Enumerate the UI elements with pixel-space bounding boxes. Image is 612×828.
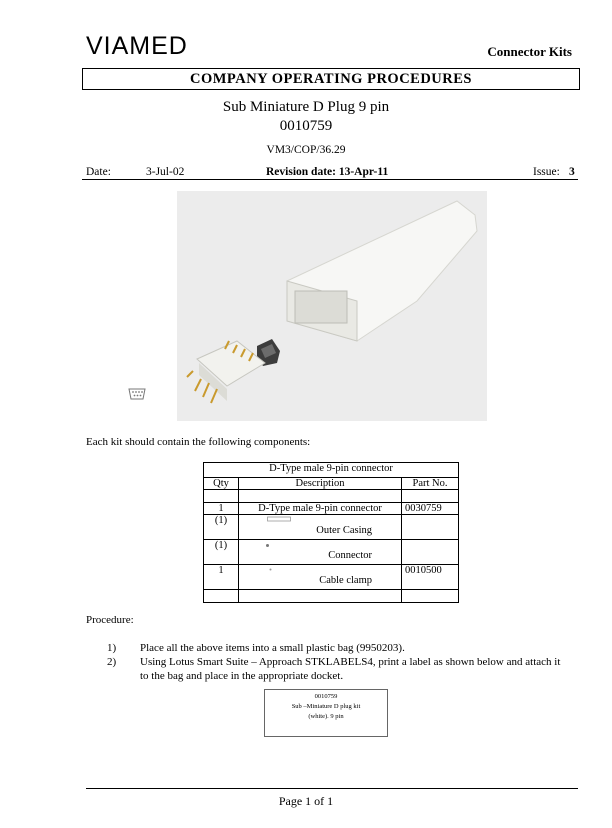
document-title: Sub Miniature D Plug 9 pin <box>222 99 390 115</box>
procedures-banner: COMPANY OPERATING PROCEDURES <box>82 68 580 90</box>
table-row <box>204 503 459 515</box>
row-description: Connector <box>328 550 372 561</box>
date-label: Date: <box>86 166 111 178</box>
kit-title: Connector Kits <box>487 44 572 59</box>
step-number: 2) <box>107 656 117 668</box>
table-row-spacer <box>204 490 459 503</box>
row-part-no <box>402 515 459 540</box>
cable-clamp-icon <box>269 568 272 571</box>
intro-text: Each kit should contain the following components: <box>86 436 311 448</box>
row-description: Cable clamp <box>319 575 372 586</box>
table-row <box>204 515 459 540</box>
table-title: D-Type male 9-pin connector <box>204 463 459 478</box>
issue-label: Issue: <box>533 166 560 178</box>
row-qty: 1 <box>204 565 239 590</box>
part-number: 0010759 <box>279 118 333 134</box>
step-text: Using Lotus Smart Suite – Approach STKLABELS4, print a label as shown below and attach it to the bag and place in the appropriate docket. <box>140 656 561 682</box>
row-part-no <box>402 540 459 565</box>
row-qty: (1) <box>204 515 239 540</box>
sample-label <box>264 689 388 737</box>
d-sub-port-icon <box>128 388 146 400</box>
connector-icon <box>265 543 270 548</box>
kit-components-table <box>203 462 459 603</box>
table-row <box>204 540 459 565</box>
date-value: 3-Jul-02 <box>146 166 185 178</box>
step-text: Place all the above items into a small plastic bag (9950203). <box>140 642 405 654</box>
document-reference: VM3/COP/36.29 <box>266 144 346 156</box>
label-line: 0010759 <box>314 693 338 700</box>
meta-divider <box>82 179 578 180</box>
column-header-description: Description <box>239 478 402 490</box>
row-part-no: 0030759 <box>402 503 459 515</box>
column-header-part-no: Part No. <box>402 478 459 490</box>
footer-divider <box>86 788 578 789</box>
column-header-qty: Qty <box>204 478 239 490</box>
row-qty: 1 <box>204 503 239 515</box>
issue-value: 3 <box>569 166 575 178</box>
row-part-no: 0010500 <box>402 565 459 590</box>
outer-casing-icon <box>267 516 291 522</box>
connector-kit-photo <box>177 191 487 421</box>
row-description: Outer Casing <box>316 525 372 536</box>
label-line: Sub –Miniature D plug kit <box>291 703 361 710</box>
table-row <box>204 565 459 590</box>
revision-date: Revision date: 13-Apr-11 <box>266 166 389 178</box>
table-row-spacer <box>204 590 459 603</box>
page-number: Page 1 of 1 <box>278 794 334 808</box>
row-description: D-Type male 9-pin connector <box>239 503 402 515</box>
row-qty: (1) <box>204 540 239 565</box>
viamed-logo: VIAMED <box>86 32 188 60</box>
procedure-label: Procedure: <box>86 614 134 626</box>
step-number: 1) <box>107 642 117 654</box>
label-line: (white). 9 pin <box>308 713 344 720</box>
